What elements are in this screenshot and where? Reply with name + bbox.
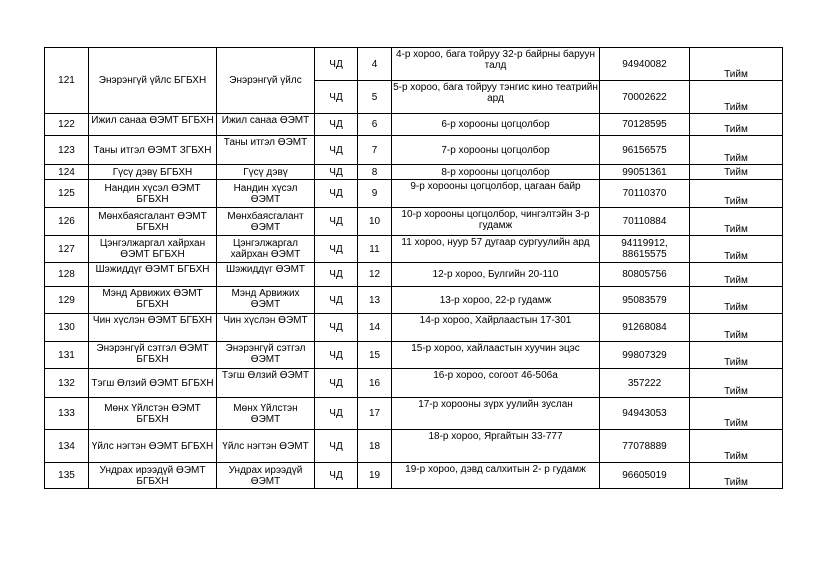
row-number: 129 (45, 287, 89, 314)
status: Тийм (690, 342, 783, 369)
table-row (45, 287, 783, 314)
organization-name: Мэнд Арвижих ӨЭМТ БГБХН (89, 287, 217, 314)
organization-short-name: Мөнхбаясгалант ӨЭМТ (217, 208, 315, 236)
phone: 70110884 (600, 208, 690, 236)
organization-short-name: Шэжиддүг ӨЭМТ (217, 263, 315, 287)
khoroo-number: 9 (358, 180, 392, 208)
table-row (45, 263, 783, 287)
address: 9-р хорооны цогцолбор, цагаан байр (392, 180, 600, 208)
khoroo-number: 10 (358, 208, 392, 236)
address: 6-р хорооны цогцолбор (392, 114, 600, 136)
district-code: ЧД (315, 463, 358, 489)
table-row (45, 48, 783, 81)
organization-name: Энэрэнгүй үйлс БГБХН (89, 48, 217, 114)
phone: 94943053 (600, 398, 690, 430)
status: Тийм (690, 136, 783, 165)
table-row (45, 463, 783, 489)
status: Тийм (690, 430, 783, 463)
table-row (45, 136, 783, 165)
organization-name: Нандин хүсэл ӨЭМТ БГБХН (89, 180, 217, 208)
status: Тийм (690, 236, 783, 263)
table-row (45, 398, 783, 430)
organization-short-name: Мэнд Арвижих ӨЭМТ (217, 287, 315, 314)
organization-name: Үйлс нэгтэн ӨЭМТ БГБХН (89, 430, 217, 463)
status: Тийм (690, 114, 783, 136)
address: 17-р хорооны зүрх уулийн зуслан (392, 398, 600, 430)
khoroo-number: 15 (358, 342, 392, 369)
district-code: ЧД (315, 208, 358, 236)
address: 5-р хороо, бага тойруу тэнгис кино театрийн ард (392, 81, 600, 114)
district-code: ЧД (315, 136, 358, 165)
organization-name: Шэжиддүг ӨЭМТ БГБХН (89, 263, 217, 287)
khoroo-number: 7 (358, 136, 392, 165)
status: Тийм (690, 287, 783, 314)
district-code: ЧД (315, 263, 358, 287)
table-row (45, 180, 783, 208)
district-code: ЧД (315, 165, 358, 180)
organization-short-name: Чин хүслэн ӨЭМТ (217, 314, 315, 342)
address: 10-р хорооны цогцолбор, чингэлтэйн 3-р гудамж (392, 208, 600, 236)
table-row (45, 208, 783, 236)
row-number: 134 (45, 430, 89, 463)
address: 7-р хорооны цогцолбор (392, 136, 600, 165)
address: 8-р хорооны цогцолбор (392, 165, 600, 180)
khoroo-number: 11 (358, 236, 392, 263)
address: 15-р хороо, хайлаастын хуучин эцэс (392, 342, 600, 369)
organization-short-name: Нандин хүсэл ӨЭМТ (217, 180, 315, 208)
phone: 99051361 (600, 165, 690, 180)
organization-short-name: Гүсү дэвү (217, 165, 315, 180)
row-number: 132 (45, 369, 89, 398)
organization-short-name: Ижил санаа ӨЭМТ (217, 114, 315, 136)
phone: 94940082 (600, 48, 690, 81)
status: Тийм (690, 398, 783, 430)
phone: 94119912, 88615575 (600, 236, 690, 263)
district-code: ЧД (315, 342, 358, 369)
phone: 91268084 (600, 314, 690, 342)
khoroo-number: 4 (358, 48, 392, 81)
address: 13-р хороо, 22-р гудамж (392, 287, 600, 314)
table-row (45, 236, 783, 263)
organization-name: Мөнх Үйлстэн ӨЭМТ БГБХН (89, 398, 217, 430)
phone: 70128595 (600, 114, 690, 136)
district-code: ЧД (315, 314, 358, 342)
organization-name: Ижил санаа ӨЭМТ БГБХН (89, 114, 217, 136)
address: 12-р хороо, Булгийн 20-110 (392, 263, 600, 287)
phone: 70110370 (600, 180, 690, 208)
address: 4-р хороо, бага тойруу 32-р байрны баруун талд (392, 48, 600, 81)
table-row (45, 369, 783, 398)
organization-short-name: Энэрэнгүй үйлс (217, 48, 315, 114)
address: 18-р хороо, Яргайтын 33-777 (392, 430, 600, 463)
khoroo-number: 17 (358, 398, 392, 430)
khoroo-number: 19 (358, 463, 392, 489)
district-code: ЧД (315, 430, 358, 463)
organization-short-name: Цэнгэлжаргал хайрхан ӨЭМТ (217, 236, 315, 263)
phone: 70002622 (600, 81, 690, 114)
khoroo-number: 8 (358, 165, 392, 180)
address: 19-р хороо, дэвд салхитын 2- р гудамж (392, 463, 600, 489)
district-code: ЧД (315, 287, 358, 314)
phone: 95083579 (600, 287, 690, 314)
organization-short-name: Энэрэнгүй сэтгэл ӨЭМТ (217, 342, 315, 369)
organization-name: Ундрах ирээдүй ӨЭМТ БГБХН (89, 463, 217, 489)
status: Тийм (690, 208, 783, 236)
clinic-table (44, 47, 783, 489)
row-number: 130 (45, 314, 89, 342)
organization-name: Цэнгэлжаргал хайрхан ӨЭМТ БГБХН (89, 236, 217, 263)
organization-name: Энэрэнгүй сэтгэл ӨЭМТ БГБХН (89, 342, 217, 369)
phone: 96605019 (600, 463, 690, 489)
district-code: ЧД (315, 236, 358, 263)
khoroo-number: 5 (358, 81, 392, 114)
phone: 99807329 (600, 342, 690, 369)
row-number: 121 (45, 48, 89, 114)
address: 14-р хороо, Хайрлаастын 17-301 (392, 314, 600, 342)
khoroo-number: 12 (358, 263, 392, 287)
status: Тийм (690, 81, 783, 114)
district-code: ЧД (315, 114, 358, 136)
district-code: ЧД (315, 398, 358, 430)
khoroo-number: 14 (358, 314, 392, 342)
row-number: 126 (45, 208, 89, 236)
table-row (45, 114, 783, 136)
table-row (45, 314, 783, 342)
district-code: ЧД (315, 369, 358, 398)
status: Тийм (690, 314, 783, 342)
organization-short-name: Үйлс нэгтэн ӨЭМТ (217, 430, 315, 463)
address: 16-р хороо, согоот 46-506а (392, 369, 600, 398)
address: 11 хороо, нуур 57 дугаар сургуулийн ард (392, 236, 600, 263)
status: Тийм (690, 463, 783, 489)
phone: 357222 (600, 369, 690, 398)
row-number: 127 (45, 236, 89, 263)
district-code: ЧД (315, 180, 358, 208)
organization-name: Гүсү дэвү БГБХН (89, 165, 217, 180)
table-row (45, 430, 783, 463)
khoroo-number: 18 (358, 430, 392, 463)
organization-name: Чин хүслэн ӨЭМТ БГБХН (89, 314, 217, 342)
status: Тийм (690, 180, 783, 208)
table-row (45, 342, 783, 369)
organization-name: Мөнхбаясгалант ӨЭМТ БГБХН (89, 208, 217, 236)
status: Тийм (690, 369, 783, 398)
phone: 96156575 (600, 136, 690, 165)
row-number: 125 (45, 180, 89, 208)
row-number: 135 (45, 463, 89, 489)
row-number: 133 (45, 398, 89, 430)
status: Тийм (690, 48, 783, 81)
row-number: 128 (45, 263, 89, 287)
phone: 80805756 (600, 263, 690, 287)
status: Тийм (690, 165, 783, 180)
row-number: 123 (45, 136, 89, 165)
khoroo-number: 6 (358, 114, 392, 136)
organization-name: Тэгш Өлзий ӨЭМТ БГБХН (89, 369, 217, 398)
organization-short-name: Мөнх Үйлстэн ӨЭМТ (217, 398, 315, 430)
status: Тийм (690, 263, 783, 287)
district-code: ЧД (315, 48, 358, 81)
organization-short-name: Таны итгэл ӨЭМТ (217, 136, 315, 165)
table-row (45, 165, 783, 180)
khoroo-number: 13 (358, 287, 392, 314)
row-number: 122 (45, 114, 89, 136)
row-number: 131 (45, 342, 89, 369)
organization-short-name: Ундрах ирээдүй ӨЭМТ (217, 463, 315, 489)
phone: 77078889 (600, 430, 690, 463)
organization-short-name: Тэгш Өлзий ӨЭМТ (217, 369, 315, 398)
row-number: 124 (45, 165, 89, 180)
district-code: ЧД (315, 81, 358, 114)
organization-name: Таны итгэл ӨЭМТ ЗГБХН (89, 136, 217, 165)
khoroo-number: 16 (358, 369, 392, 398)
